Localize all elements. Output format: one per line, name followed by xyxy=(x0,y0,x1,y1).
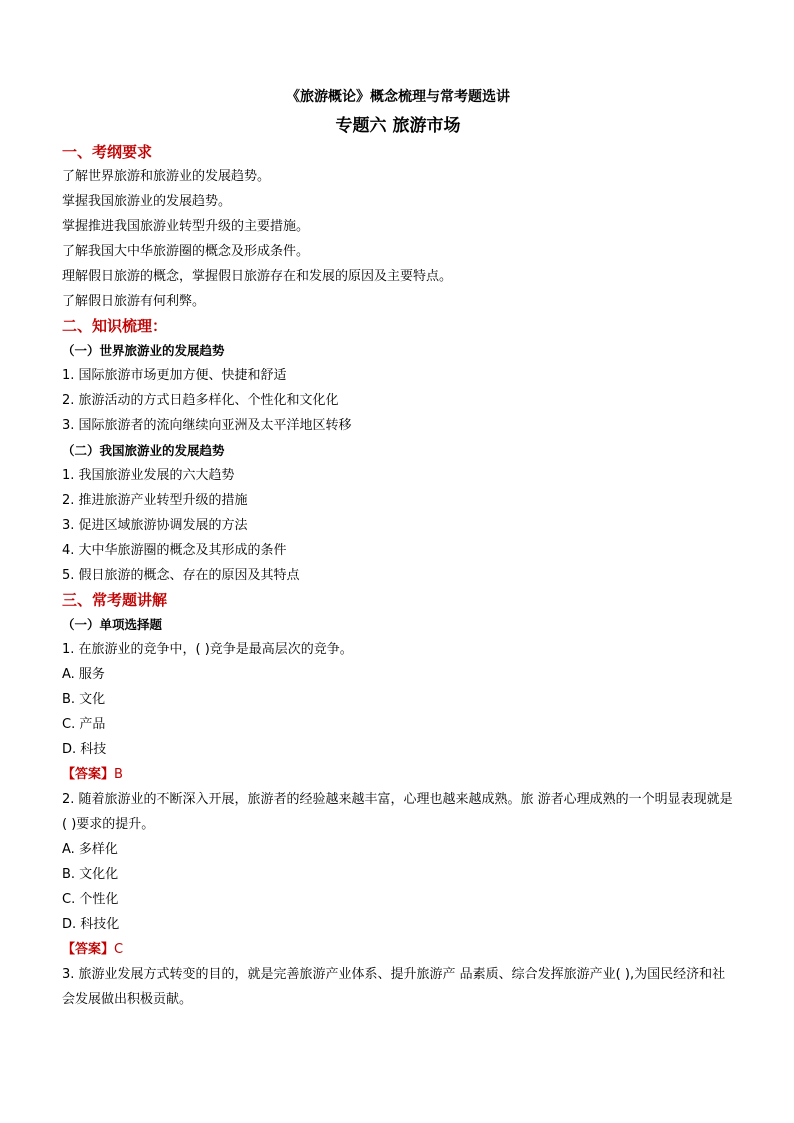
requirement-item: 掌握我国旅游业的发展趋势。 xyxy=(62,194,232,209)
requirement-item: 理解假日旅游的概念，掌握假日旅游存在和发展的原因及主要特点。 xyxy=(62,269,453,284)
answer-value: B xyxy=(114,767,123,782)
requirement-item: 掌握推进我国旅游业转型升级的主要措施。 xyxy=(62,219,310,234)
knowledge-item: 5. 假日旅游的概念、存在的原因及其特点 xyxy=(62,568,300,583)
question-1-answer xyxy=(62,762,734,787)
question-3-text: 3. 旅游业发展方式转变的目的，就是完善旅游产业体系、提升旅游产 品素质、综合发挥旅游产业( ),为国民经济和社会发展做出积极贡献。 xyxy=(62,967,726,1007)
answer-value: C xyxy=(114,942,124,957)
requirement-item: 了解世界旅游和旅游业的发展趋势。 xyxy=(62,169,271,184)
document-page xyxy=(62,82,734,1012)
section-heading-requirements: 一、考纲要求 xyxy=(62,143,153,161)
section-heading-knowledge: 二、知识梳理： xyxy=(62,317,168,335)
question-1-option-c: C. 产品 xyxy=(62,717,106,732)
question-1-text: 1. 在旅游业的竞争中，( )竞争是最高层次的竞争。 xyxy=(62,642,353,657)
knowledge-item: 4. 大中华旅游圈的概念及其形成的条件 xyxy=(62,543,287,558)
question-1-option-d: D. 科技 xyxy=(62,742,107,757)
document-title: 《旅游概论》概念梳理与常考题选讲 xyxy=(286,89,510,105)
knowledge-item: 2. 旅游活动的方式日趋多样化、个性化和文化化 xyxy=(62,393,339,408)
knowledge-item: 3. 国际旅游者的流向继续向亚洲及太平洋地区转移 xyxy=(62,418,352,433)
knowledge-item: 1. 我国旅游业发展的六大趋势 xyxy=(62,468,235,483)
question-2-option-c: C. 个性化 xyxy=(62,892,119,907)
question-2-answer xyxy=(62,937,734,962)
question-2-option-b: B. 文化化 xyxy=(62,867,119,882)
knowledge-item: 3. 促进区域旅游协调发展的方法 xyxy=(62,518,248,533)
answer-label: 【答案】 xyxy=(62,942,115,957)
answer-label: 【答案】 xyxy=(62,767,115,782)
question-2-option-d: D. 科技化 xyxy=(62,917,120,932)
subsection-heading-single-choice: （一）单项选择题 xyxy=(62,617,163,632)
question-2-text: 2. 随着旅游业的不断深入开展，旅游者的经验越来越丰富，心理也越来越成熟。旅 游者心理成熟的一个明显表现就是( )要求的提升。 xyxy=(62,792,733,832)
knowledge-item: 1. 国际旅游市场更加方便、快捷和舒适 xyxy=(62,368,287,383)
question-2-option-a: A. 多样化 xyxy=(62,842,118,857)
requirement-item: 了解我国大中华旅游圈的概念及形成条件。 xyxy=(62,244,310,259)
knowledge-item: 2. 推进旅游产业转型升级的措施 xyxy=(62,493,248,508)
subsection-heading-china-trends: （二）我国旅游业的发展趋势 xyxy=(62,443,225,458)
question-1-option-b: B. 文化 xyxy=(62,692,106,707)
topic-title: 专题六 旅游市场 xyxy=(335,116,461,136)
section-heading-exam-questions: 三、常考题讲解 xyxy=(62,591,168,609)
requirement-item: 了解假日旅游有何利弊。 xyxy=(62,294,206,309)
subsection-heading-world-trends: （一）世界旅游业的发展趋势 xyxy=(62,343,225,358)
question-1-option-a: A. 服务 xyxy=(62,667,105,682)
